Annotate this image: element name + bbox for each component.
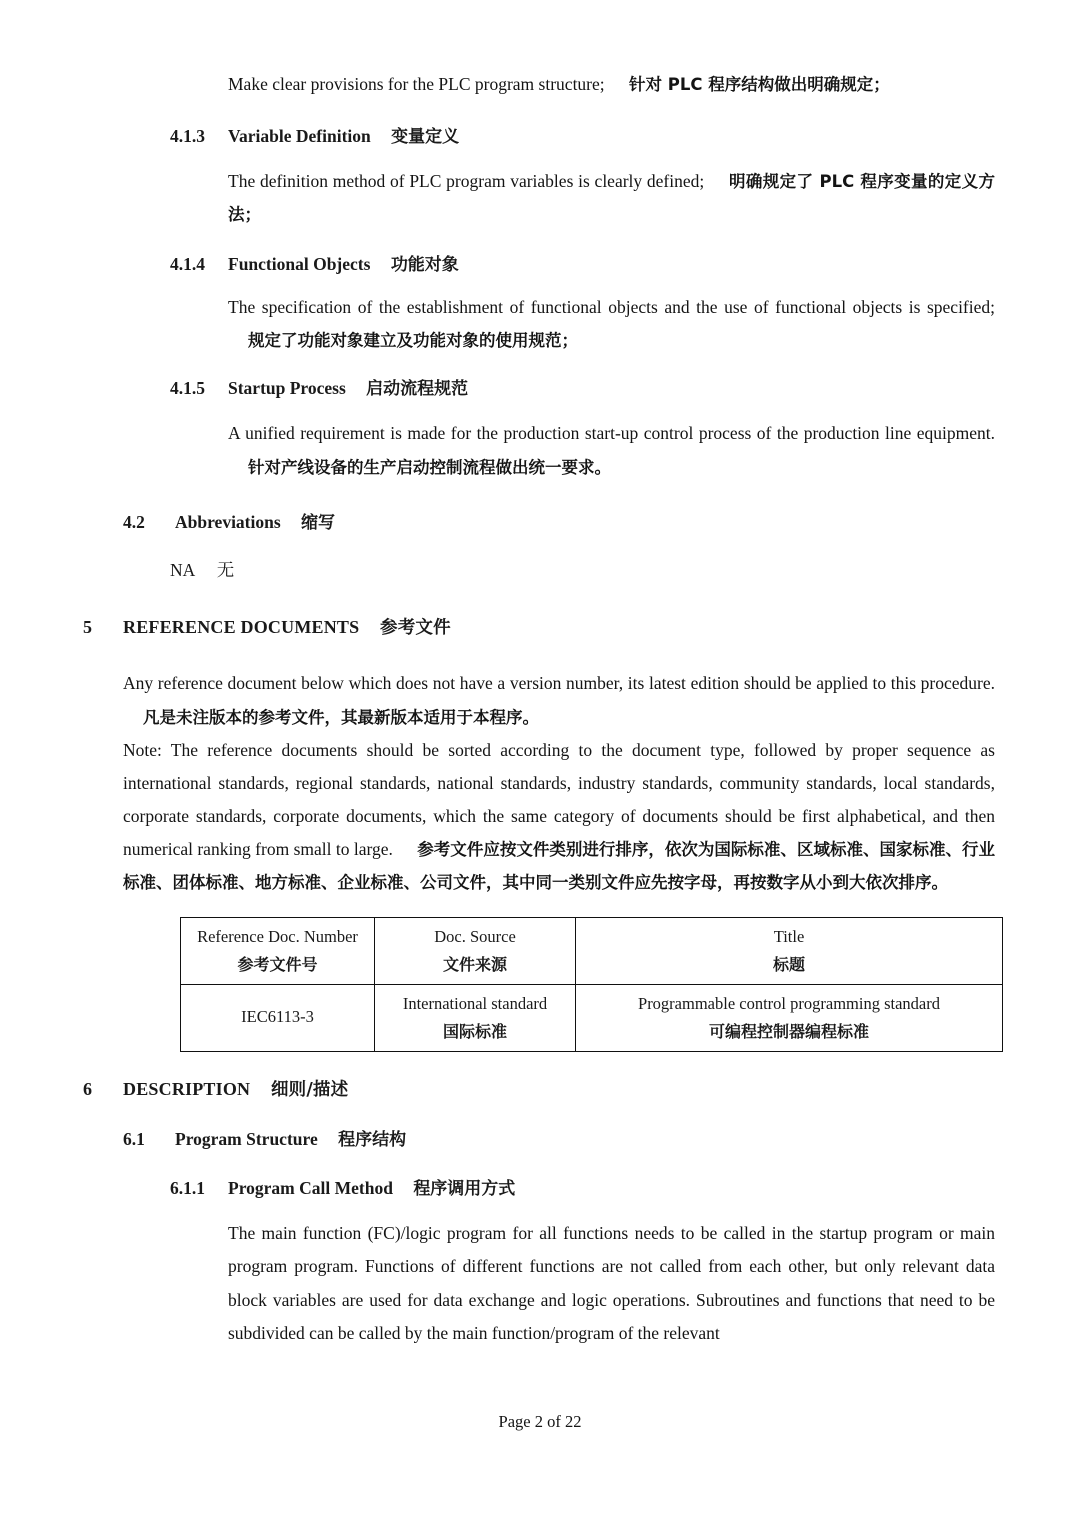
heading-4-1-3-number: 4.1.3 [170,125,205,146]
intro-paragraph-cn: 针对 PLC 程序结构做出明确规定； [629,75,890,94]
table-cell-doc-source-cn: 国际标准 [442,1022,507,1042]
heading-6-1-1-number: 6.1.1 [170,1177,205,1198]
heading-4-2 [123,508,1080,533]
abbreviations-value-cn: 无 [216,561,235,582]
table-header-doc-number-en: Reference Doc. Number [197,926,358,946]
heading-6-1-title-cn: 程序结构 [338,1129,407,1150]
paragraph-4-1-5 [228,417,995,484]
heading-6-1 [123,1125,1080,1150]
heading-4-2-number: 4.2 [123,512,145,533]
paragraph-4-1-3-cn: 明确规定了 PLC 程序变量的定义方法； [228,171,995,225]
heading-6-1-1-title-cn: 程序调用方式 [413,1178,516,1199]
paragraph-5-note-en: Note: The reference documents should be sorted according to the document type, followed by proper sequence as international standards, regional standards, national standards, industry standards, community standards, local standards, corporate standards, corporate documents, which the same category of documents should be first alphabetical, and then numerical ranking from small to large. [123,740,995,860]
heading-6-title-cn: 细则/描述 [270,1079,349,1100]
abbreviations-value [170,557,1080,582]
table-cell-title-cn: 可编程控制器编程标准 [708,1022,869,1042]
heading-4-1-3-title-en: Variable Definition [228,125,371,146]
paragraph-4-1-4-en: The specification of the establishment of functional objects and the use of functional objects is specified; [228,296,995,317]
table-cell-doc-source-en: International standard [402,993,548,1013]
heading-4-1-5-number: 4.1.5 [170,377,205,398]
table-header-doc-source-cn: 文件来源 [442,955,507,975]
heading-4-1-3 [170,122,1080,147]
heading-4-1-5-title-en: Startup Process [228,377,346,398]
heading-4-1-4-number: 4.1.4 [170,253,205,274]
paragraph-6-1-1 [228,1217,995,1351]
paragraph-4-1-5-cn: 针对产线设备的生产启动控制流程做出统一要求。 [248,457,611,477]
table-cell-title [576,984,1003,1051]
paragraph-5-note [123,734,995,898]
paragraph-4-1-3-en: The definition method of PLC program variables is clearly defined; [228,170,705,191]
table-header-title [576,917,1003,984]
table-header-doc-number-cn: 参考文件号 [237,955,318,975]
paragraph-4-1-4 [228,291,995,358]
paragraph-5-note-cn: 参考文件应按文件类别进行排序，依次为国际标准、区域标准、国家标准、行业标准、团体标准、地方标准、企业标准、公司文件，其中同一类别文件应先按字母，再按数字从小到大依次排序。 [123,840,996,892]
intro-paragraph [228,68,995,102]
table-cell-doc-number-en: IEC6113-3 [241,1007,314,1027]
table-header-doc-source-en: Doc. Source [434,926,516,946]
heading-6-1-title-en: Program Structure [175,1128,318,1149]
paragraph-6-1-1-en: The main function (FC)/logic program for all functions needs to be called in the startup program or main program program. Functions of different functions are not called from each other, but only relevant data block variables are used for data exchange and logic operations. Subroutines and functions that need to be subdivided can be called by the main function/program of the relevant [228,1222,995,1344]
paragraph-4-1-4-cn: 规定了功能对象建立及功能对象的使用规范； [248,331,578,351]
intro-paragraph-en: Make clear provisions for the PLC program structure; [228,74,605,94]
heading-5-number: 5 [83,617,93,638]
table-header-doc-number [181,917,375,984]
paragraph-5-intro-en: Any reference document below which does not have a version number, its latest edition should be applied to this procedure. [123,673,995,694]
table-cell-doc-number [181,984,375,1051]
paragraph-5-intro [123,667,995,734]
heading-4-1-4-title-en: Functional Objects [228,253,371,274]
heading-4-1-3-title-cn: 变量定义 [391,126,460,147]
table-cell-title-en: Programmable control programming standard [638,993,940,1013]
heading-5-title-en: REFERENCE DOCUMENTS [123,617,360,638]
table-header-title-en: Title [773,926,805,946]
page-footer: Page 2 of 22 [498,1412,582,1431]
table-cell-doc-source [375,984,576,1051]
reference-documents-table [180,917,1003,1052]
heading-6 [83,1076,1080,1101]
heading-4-1-5-title-cn: 启动流程规范 [366,378,469,399]
heading-4-2-title-cn: 缩写 [301,513,336,534]
heading-6-1-1 [170,1174,1080,1199]
heading-4-1-4-title-cn: 功能对象 [390,254,459,275]
table-header-doc-source [375,917,576,984]
heading-4-1-4 [170,250,1080,275]
heading-5 [83,614,1080,639]
heading-6-1-number: 6.1 [123,1128,145,1149]
heading-6-1-1-title-en: Program Call Method [228,1177,393,1198]
table-header-title-cn: 标题 [772,955,805,975]
heading-6-number: 6 [83,1078,93,1099]
paragraph-4-1-3 [228,165,995,232]
table-row [181,984,1003,1051]
heading-5-title-cn: 参考文件 [380,618,451,639]
heading-4-1-5 [170,374,1080,399]
heading-4-2-title-en: Abbreviations [175,512,281,533]
paragraph-4-1-5-en: A unified requirement is made for the production start-up control process of the production line equipment. [228,422,995,443]
abbreviations-value-en: NA [170,560,195,581]
paragraph-5-intro-cn: 凡是未注版本的参考文件，其最新版本适用于本程序。 [143,707,539,727]
table-header-row [181,917,1003,984]
heading-6-title-en: DESCRIPTION [123,1078,251,1099]
